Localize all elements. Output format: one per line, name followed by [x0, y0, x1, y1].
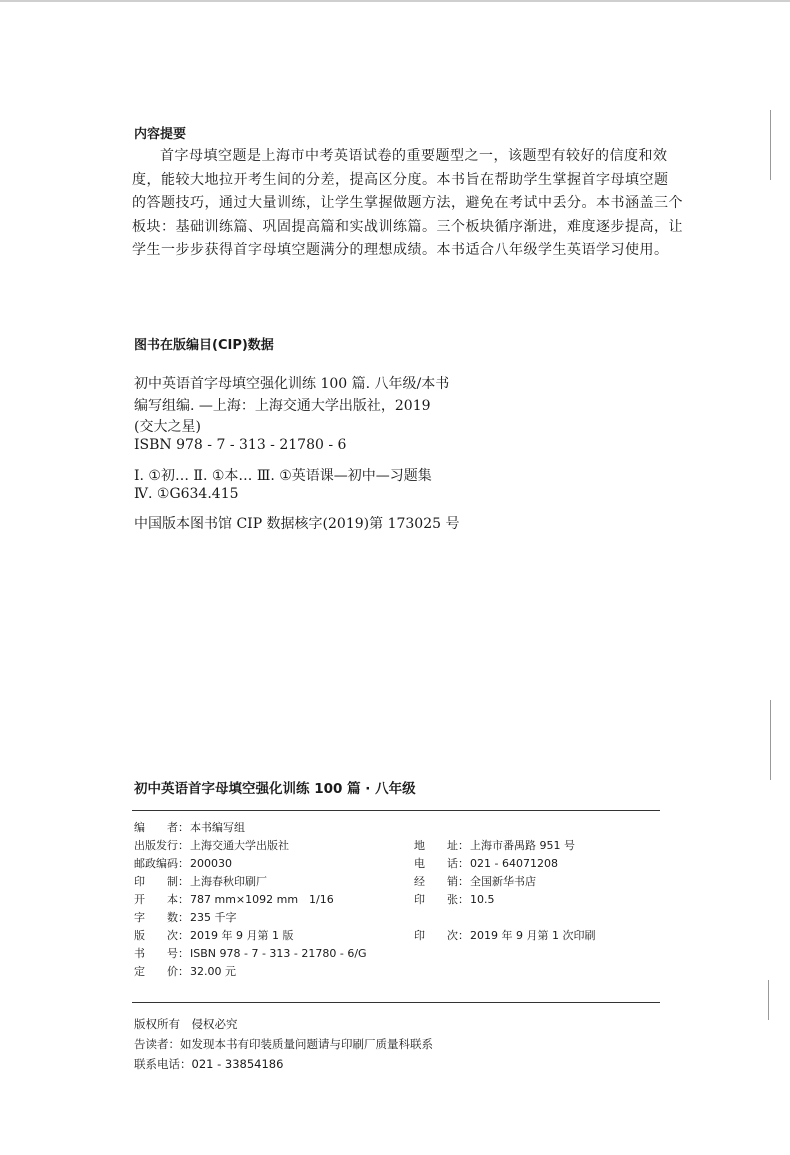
- summary-heading: 内容提要: [134, 127, 187, 142]
- spec-value: 2019 年 9 月第 1 次印刷: [470, 929, 596, 942]
- spec-label: 定 价：: [134, 965, 189, 978]
- spec-value: 上海交通大学出版社: [190, 839, 289, 852]
- spec-row: [134, 928, 367, 943]
- spec-row: [134, 946, 367, 961]
- spec-label: 编 者：: [134, 821, 189, 834]
- spec-value: 本书编写组: [190, 821, 245, 834]
- spec-label: 印 制：: [134, 875, 189, 888]
- spec-value: 235 千字: [190, 911, 237, 924]
- spec-row: [134, 910, 367, 925]
- spec-row: [134, 856, 367, 871]
- spec-value: 32.00 元: [190, 965, 236, 978]
- spec-label: 印 张：: [414, 893, 469, 906]
- spec-value: 2019 年 9 月第 1 版: [190, 929, 294, 942]
- cip-line: ISBN 978 - 7 - 313 - 21780 - 6: [134, 437, 347, 453]
- summary-line: 学生一步步获得首字母填空题满分的理想成绩。本书适合八年级学生英语学习使用。: [132, 242, 669, 258]
- spec-value: 10.5: [470, 893, 495, 906]
- summary-line: 的答题技巧，通过大量训练，让学生掌握做题方法，避免在考试中丢分。本书涵盖三个: [132, 195, 683, 211]
- specs-right: [414, 838, 595, 943]
- summary-paragraph: [132, 145, 683, 263]
- spec-value: 上海春秋印刷厂: [190, 875, 267, 888]
- spec-label: 出版发行：: [134, 839, 189, 852]
- spec-value: 上海市番禺路 951 号: [470, 839, 575, 852]
- scan-edge-mark: [768, 980, 769, 1020]
- scan-edge-mark: [770, 700, 771, 780]
- spec-row: [414, 928, 595, 943]
- spec-row: [134, 874, 367, 889]
- spec-label: 书 号：: [134, 947, 189, 960]
- spec-row: [134, 964, 367, 979]
- summary-line: 板块：基础训练篇、巩固提高篇和实战训练篇。三个板块循序渐进，难度逐步提高，让: [132, 218, 683, 235]
- cip-line: 编写组编. —上海：上海交通大学出版社，2019: [134, 398, 431, 414]
- copyright-notice: 版权所有 侵权必究: [134, 1017, 238, 1031]
- spec-row: [134, 892, 367, 907]
- spec-label: 印 次：: [414, 929, 469, 942]
- spec-row: [414, 838, 595, 853]
- spec-row: [134, 838, 367, 853]
- summary-line: 度，能较大地拉开考生间的分差，提高区分度。本书旨在帮助学生掌握首字母填空题: [132, 171, 669, 188]
- spec-row: [414, 874, 595, 889]
- title-rule: [132, 810, 660, 811]
- cip-line: Ⅰ. ①初… Ⅱ. ①本… Ⅲ. ①英语课—初中—习题集: [134, 468, 432, 484]
- book-title: 初中英语首字母填空强化训练 100 篇 · 八年级: [134, 781, 416, 797]
- top-border: [0, 0, 790, 2]
- spec-label: 经 销：: [414, 875, 469, 888]
- spec-value: 787 mm×1092 mm 1/16: [190, 893, 334, 906]
- scan-edge-mark: [770, 110, 771, 180]
- spec-value: 200030: [190, 857, 232, 870]
- spec-label: 电 话：: [414, 857, 469, 870]
- cip-record-number: 中国版本图书馆 CIP 数据核字(2019)第 173025 号: [134, 516, 460, 532]
- cip-line: 初中英语首字母填空强化训练 100 篇. 八年级/本书: [134, 376, 450, 392]
- spec-row: [414, 892, 595, 907]
- spec-label: 地 址：: [414, 839, 469, 852]
- spec-label: 邮政编码：: [134, 857, 189, 870]
- spec-value: 021 - 64071208: [470, 857, 558, 870]
- contact-phone: 联系电话：021 - 33854186: [134, 1057, 284, 1071]
- spec-row: [414, 856, 595, 871]
- specs-left: [134, 820, 367, 979]
- summary-line: 首字母填空题是上海市中考英语试卷的重要题型之一，该题型有较好的信度和效: [160, 148, 668, 164]
- cip-line: Ⅳ. ①G634.415: [134, 486, 239, 502]
- spec-label: 字 数：: [134, 911, 189, 924]
- spec-label: 版 次：: [134, 929, 189, 942]
- reader-notice: 告读者：如发现本书有印装质量问题请与印刷厂质量科联系: [134, 1037, 433, 1051]
- cip-line: (交大之星): [134, 419, 201, 435]
- cip-heading: 图书在版编目(CIP)数据: [134, 338, 274, 353]
- spec-value: ISBN 978 - 7 - 313 - 21780 - 6/G: [190, 947, 367, 960]
- spec-row: [134, 820, 367, 835]
- footer-rule: [132, 1002, 660, 1003]
- spec-value: 全国新华书店: [470, 875, 536, 888]
- spec-label: 开 本：: [134, 893, 189, 906]
